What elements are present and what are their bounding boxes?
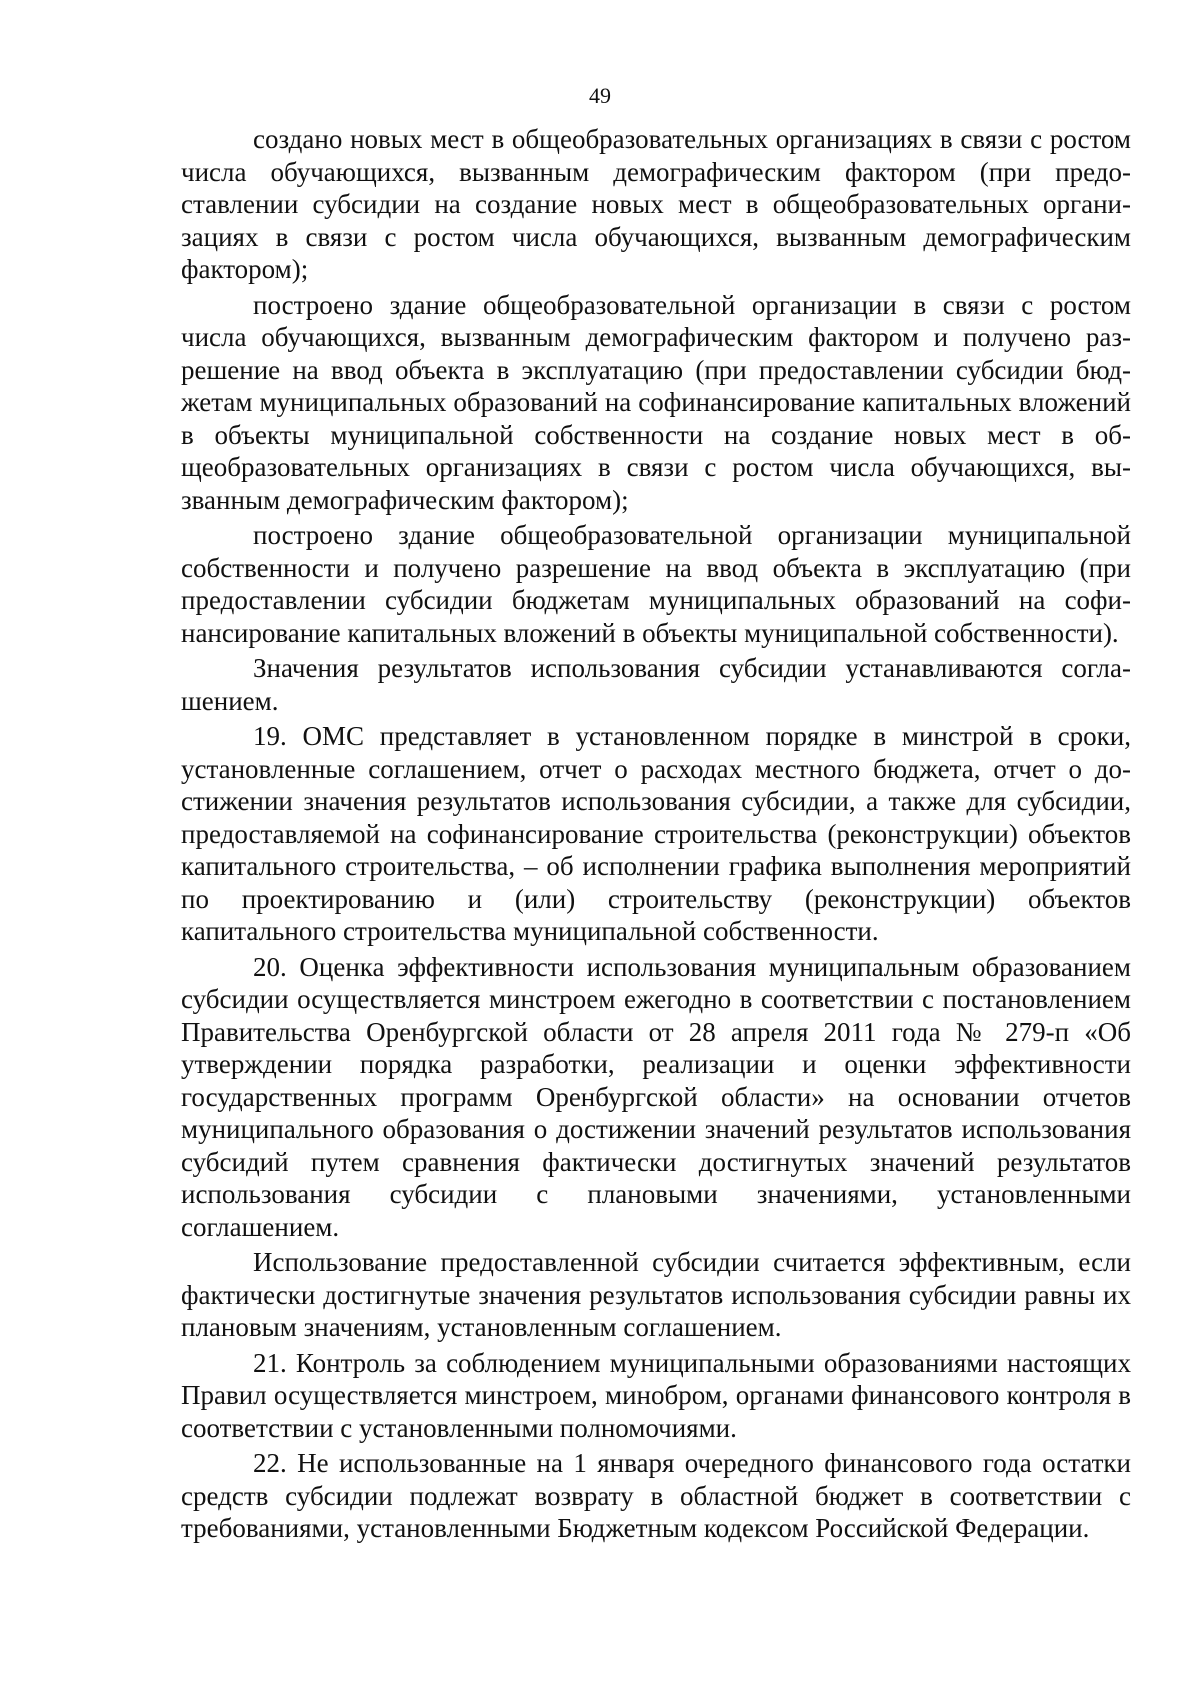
paragraph-result-building-growth: построено здание общеобразовательной организации в связи с ростом числа обучающихся, вызванным демографическим фактором и получено разрешение на ввод объекта в эксплуатацию (при предоставлении субсидии бюджетам муниципальных образований на софинансирование капитальных вложений в объекты муниципальной собственности на создание новых мест в общеобразовательных организациях в связи с ростом числа обучающихся, вызванным демографическим фактором); [181, 289, 1131, 515]
paragraph-clause-19: 19. ОМС представляет в установленном порядке в минстрой в сроки, установленные соглашением, отчет о расходах местного бюджета, отчет о достижении значения результатов использования субсидии, а также для субсидии, предоставляемой на софинансирование строительства (реконструкции) объектов капитального строительства, – об исполнении графика выполнения мероприятий по проектированию и (или) строительству (реконструкции) объектов капитального строительства муниципальной собственности. [181, 721, 1131, 946]
paragraph-result-values: Значения результатов использования субсидии устанавливаются соглашением. [181, 653, 1131, 716]
paragraph-clause-22: 22. Не использованные на 1 января очередного финансового года остатки средств субсидии подлежат возврату в областной бюджет в соответствии с требованиями, установленными Бюджетным кодексом Российской Федерации. [181, 1448, 1131, 1543]
paragraph-clause-20: 20. Оценка эффективности использования муниципальным образованием субсидии осуществляется минстроем ежегодно в соответствии с постановлением Правительства Оренбургской области от 28 апреля 2011 года № 279-п «Об утверждении порядка разработки, реализации и оценки эффективности государственных программ Оренбургской области» на основании отчетов муниципального образования о достижении значений результатов использования субсидий путем сравнения фактически достигнутых значений результатов использования субсидии с плановыми значениями, установленными соглашением. [181, 951, 1131, 1242]
paragraph-result-building-municipal: построено здание общеобразовательной организации муниципальной собственности и получено разрешение на ввод объекта в эксплуатацию (при предоставлении субсидии бюджетам муниципальных образований на софинансирование капитальных вложений в объекты муниципальной собственности). [181, 520, 1131, 648]
paragraph-result-new-places: создано новых мест в общеобразовательных организациях в связи с ростом числа обучающихся, вызванным демографическим фактором (при предоставлении субсидии на создание новых мест в общеобразовательных организациях в связи с ростом числа обучающихся, вызванным демографическим фактором); [181, 124, 1131, 284]
document-body [181, 123, 1131, 1545]
page-number: 49 [589, 83, 611, 108]
paragraph-effectiveness: Использование предоставленной субсидии считается эффективным, если фактически достигнутые значения результатов использования субсидии равны их плановым значениям, установленным соглашением. [181, 1247, 1131, 1342]
paragraph-clause-21: 21. Контроль за соблюдением муниципальными образованиями настоящих Правил осуществляется минстроем, минобром, органами финансового контроля в соответствии с установленными полномочиями. [181, 1347, 1131, 1443]
